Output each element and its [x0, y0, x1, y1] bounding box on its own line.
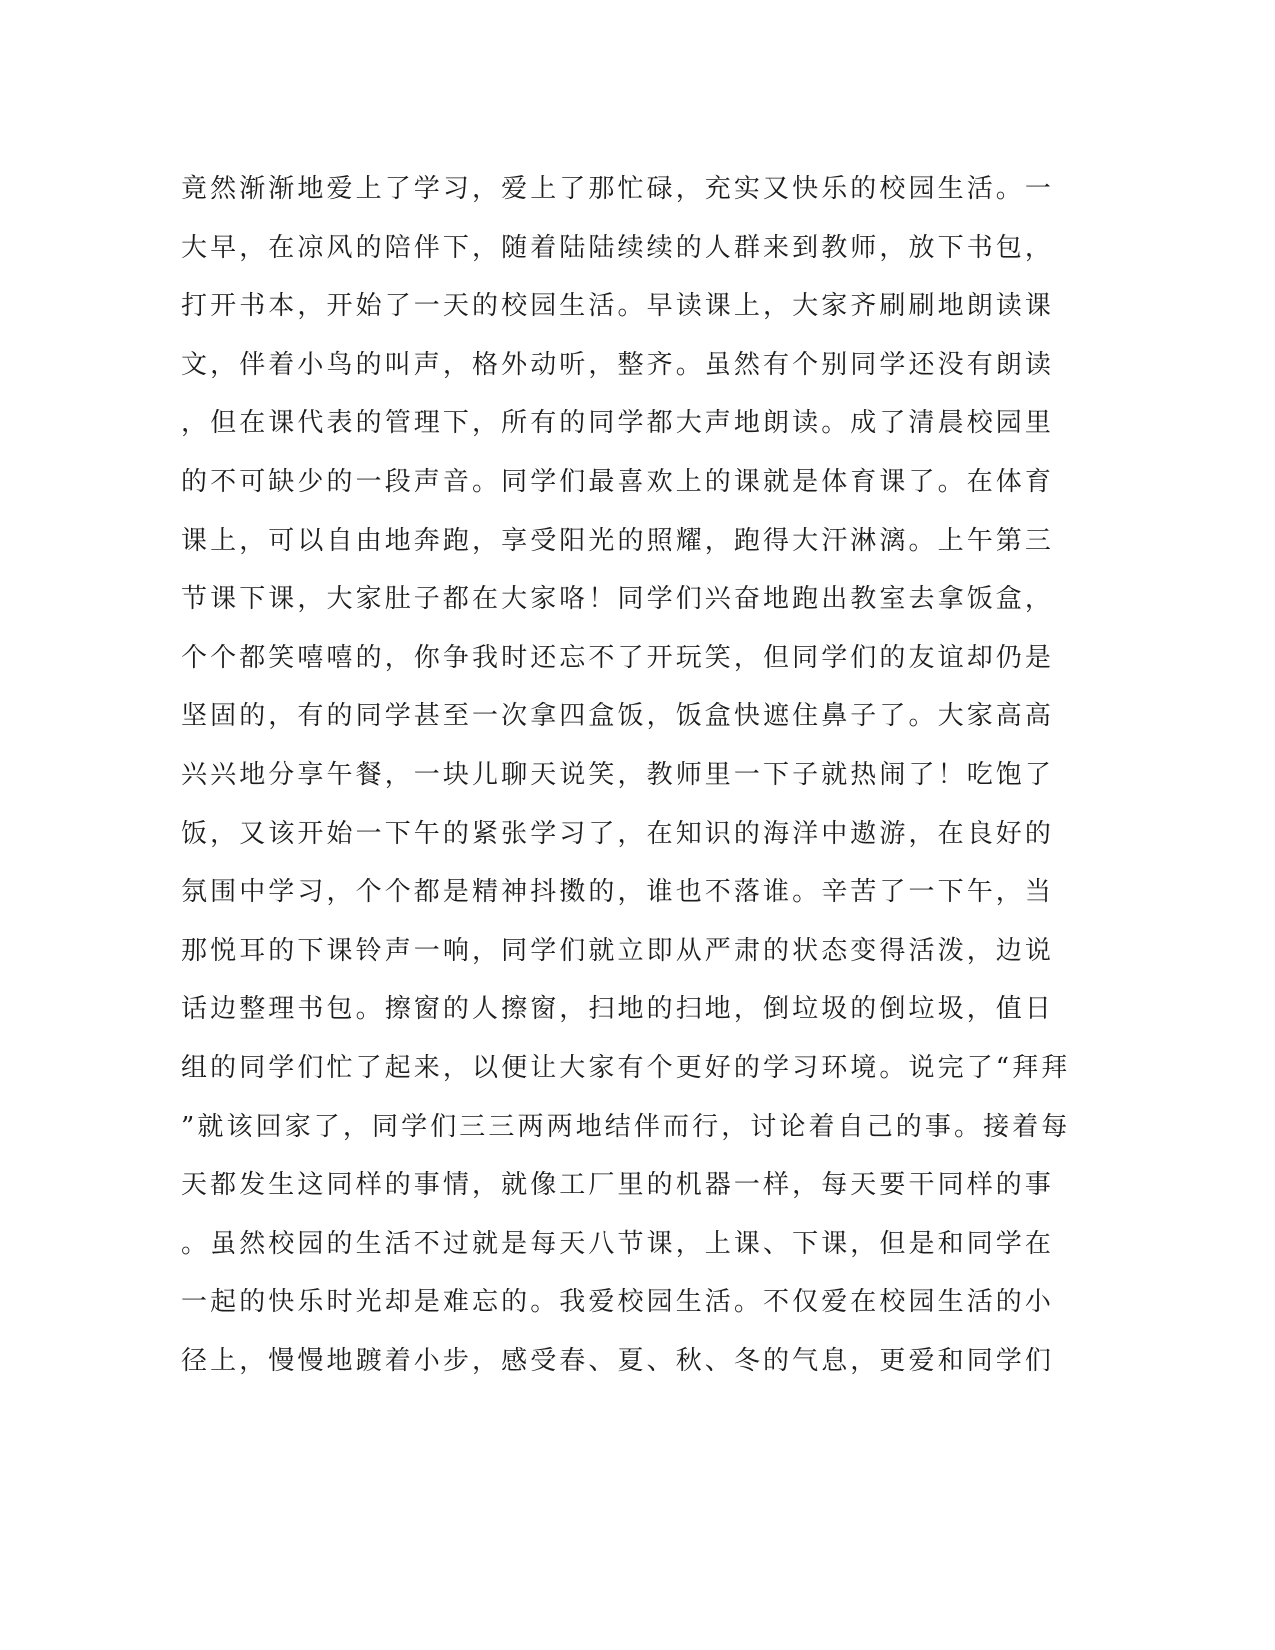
- text-line: 课上，可以自由地奔跑，享受阳光的照耀，跑得大汗淋漓。上午第三: [181, 525, 1055, 556]
- text-line: 打开书本，开始了一天的校园生活。早读课上，大家齐刷刷地朗读课: [181, 291, 1055, 322]
- text-line: 那悦耳的下课铃声一响，同学们就立即从严肃的状态变得活泼，边说: [181, 935, 1055, 966]
- text-line: 竟然渐渐地爱上了学习，爱上了那忙碌，充实又快乐的校园生活。一: [181, 174, 1055, 204]
- text-line: 一起的快乐时光却是难忘的。我爱校园生活。不仅爱在校园生活的小: [181, 1287, 1055, 1318]
- essay-text: [181, 160, 1071, 1390]
- text-line: 大早，在凉风的陪伴下，随着陆陆续续的人群来到教师，放下书包，: [181, 232, 1055, 263]
- text-line: 天都发生这同样的事情，就像工厂里的机器一样，每天要干同样的事: [181, 1170, 1055, 1201]
- text-line: 氛围中学习，个个都是精神抖擞的，谁也不落谁。辛苦了一下午，当: [181, 877, 1055, 908]
- text-line: 话边整理书包。擦窗的人擦窗，扫地的扫地，倒垃圾的倒垃圾，值日: [181, 994, 1055, 1025]
- text-line: 文，伴着小鸟的叫声，格外动听，整齐。虽然有个别同学还没有朗读: [181, 349, 1055, 380]
- text-line: 兴兴地分享午餐，一块儿聊天说笑，教师里一下子就热闹了！吃饱了: [181, 759, 1055, 790]
- text-line: 节课下课，大家肚子都在大家咯！同学们兴奋地跑出教室去拿饭盒，: [181, 584, 1055, 615]
- text-line: 的不可缺少的一段声音。同学们最喜欢上的课就是体育课了。在体育: [181, 466, 1055, 497]
- text-line: ，但在课代表的管理下，所有的同学都大声地朗读。成了清晨校园里: [181, 408, 1055, 439]
- text-line: ”就该回家了，同学们三三两两地结伴而行，讨论着自己的事。接着每: [181, 1111, 1071, 1142]
- text-line: 饭，又该开始一下午的紧张学习了，在知识的海洋中遨游，在良好的: [181, 818, 1055, 849]
- text-line: 组的同学们忙了起来，以便让大家有个更好的学习环境。说完了“拜拜: [181, 1052, 1071, 1083]
- text-line: 。虽然校园的生活不过就是每天八节课，上课、下课，但是和同学在: [181, 1228, 1055, 1259]
- text-line: 个个都笑嘻嘻的，你争我时还忘不了开玩笑，但同学们的友谊却仍是: [181, 642, 1055, 673]
- text-line: 坚固的，有的同学甚至一次拿四盒饭，饭盒快遮住鼻子了。大家高高: [181, 701, 1055, 732]
- text-line: 径上，慢慢地踱着小步，感受春、夏、秋、冬的气息，更爱和同学们: [181, 1345, 1055, 1376]
